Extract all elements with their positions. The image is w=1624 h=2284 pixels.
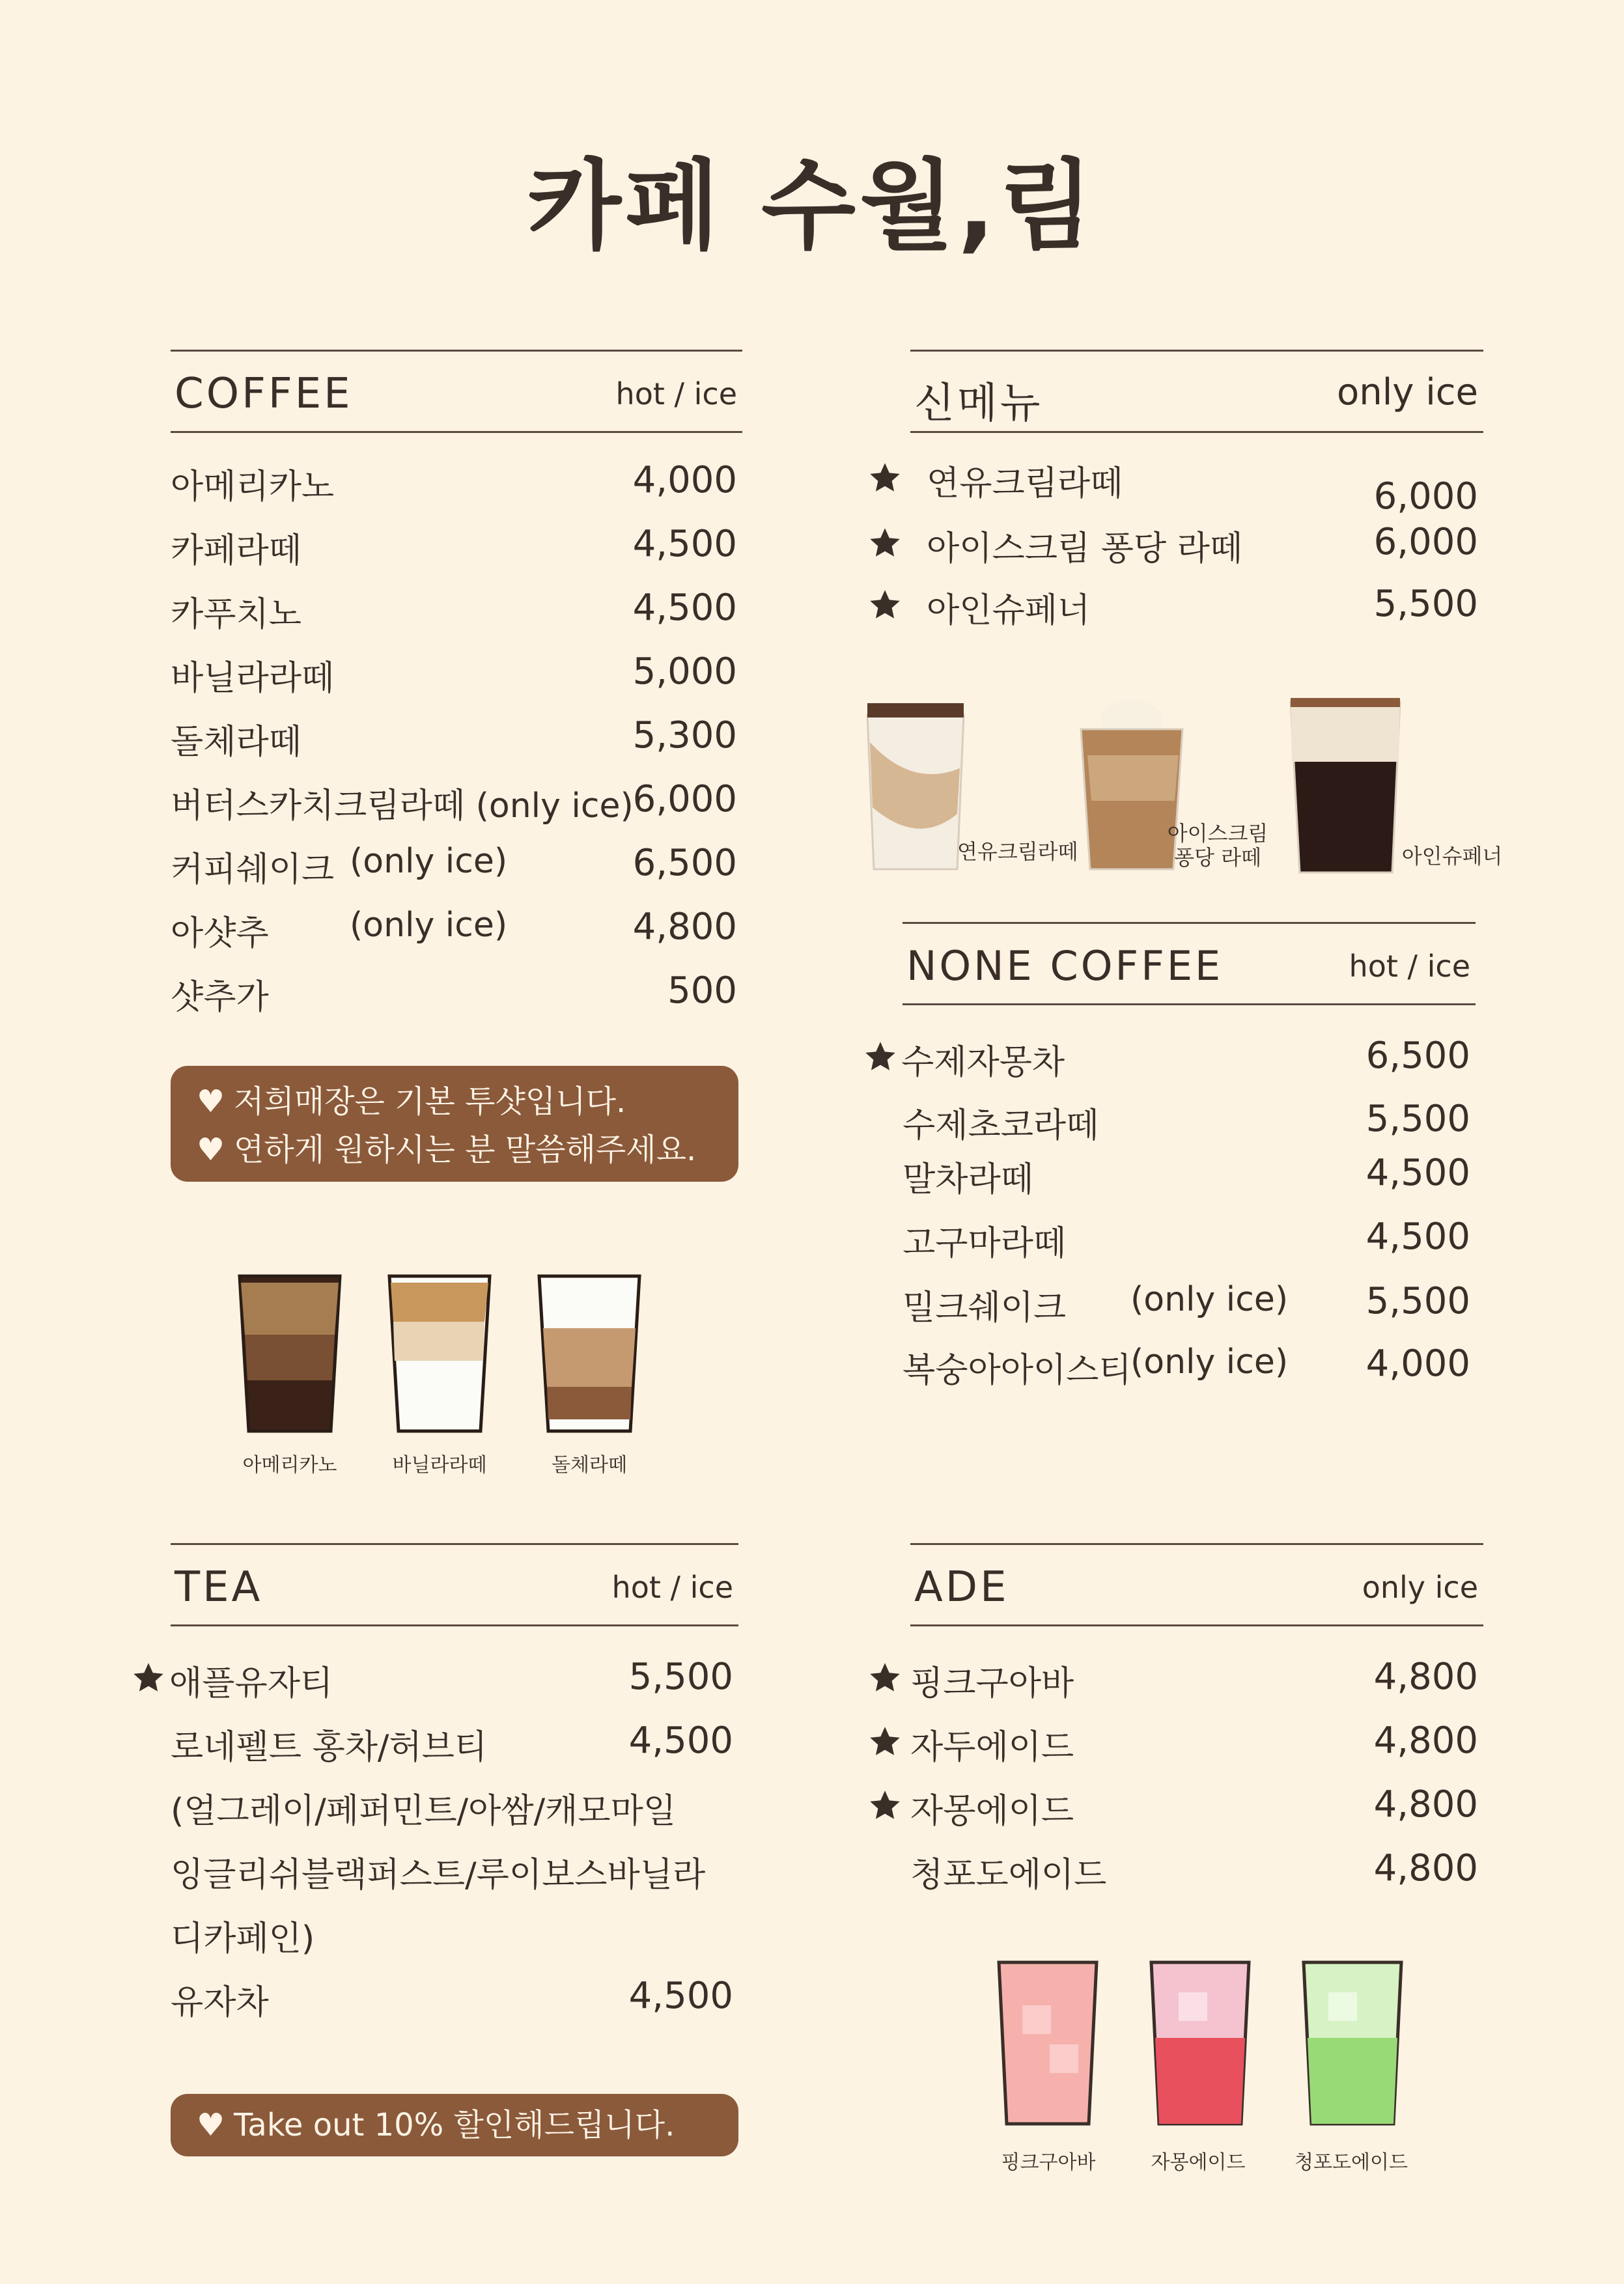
shot-notice: ♥ 저희매장은 기본 투샷입니다. ♥ 연하게 원하시는 분 말씀해주세요. (171, 1066, 738, 1182)
ade-section (910, 1543, 1483, 1895)
menu-item: 카푸치노 4,500 (171, 587, 737, 634)
menu-item: 자두에이드 4,800 (868, 1714, 1483, 1766)
none-coffee-title: NONE COFFEE (906, 942, 1224, 990)
takeout-notice: ♥ Take out 10% 할인해드립니다. (171, 2094, 738, 2156)
americano-glass-icon (240, 1276, 340, 1431)
star-icon (868, 526, 902, 560)
menu-item: 샷추가 500 (171, 969, 737, 1017)
star-icon (132, 1661, 165, 1695)
condensed-milk-latte-photo-icon (867, 703, 964, 869)
menu-item: 아인슈페너 5,500 (868, 578, 1483, 630)
picture-label: 돌체라떼 (552, 1454, 627, 1477)
vanilla-latte-glass-icon (389, 1276, 490, 1431)
menu-item: 말차라떼 4,500 (903, 1152, 1470, 1199)
menu-item: 밀크쉐이크 (only ice) 5,500 (903, 1280, 1470, 1328)
picture-label: 청포도에이드 (1295, 2151, 1408, 2174)
new-menu-temp-note: only ice (1336, 371, 1478, 413)
coffee-header (171, 350, 742, 433)
ade-header (910, 1543, 1483, 1626)
picture-label: 연유크림라떼 (957, 839, 1078, 864)
star-icon (868, 1725, 902, 1759)
menu-item: 아이스크림 퐁당 라떼 6,000 (868, 516, 1483, 568)
menu-item: 유자차 4,500 (171, 1975, 733, 2022)
green-grape-glass-icon (1304, 1962, 1401, 2124)
menu-item: 카페라떼 4,500 (171, 523, 737, 570)
picture-label: 핑크구아바 (1001, 2151, 1096, 2174)
menu-item: 애플유자티 5,500 (132, 1650, 738, 1703)
tea-temp-note: hot / ice (611, 1570, 733, 1605)
menu-item: 고구마라떼 4,500 (903, 1216, 1470, 1263)
none-coffee-header (903, 922, 1476, 1005)
picture-label: 아이스크림 (1167, 821, 1268, 846)
menu-item: 자몽에이드 4,800 (868, 1778, 1483, 1830)
star-icon (868, 461, 902, 495)
heart-icon: ♥ (197, 2107, 225, 2143)
coffee-title: COFFEE (175, 370, 353, 418)
star-icon (868, 1661, 902, 1695)
coffee-glasses-illustration (221, 1257, 664, 1452)
picture-label: 아인슈페너 (1401, 844, 1503, 869)
new-menu-section (910, 350, 1483, 662)
einspanner-photo-icon (1291, 698, 1400, 872)
new-menu-title: 신메뉴 (914, 380, 1043, 428)
ade-glasses-illustration (990, 1953, 1420, 2142)
menu-item: 수제초코라떼 5,500 (903, 1098, 1470, 1145)
tea-section (169, 1543, 738, 2022)
menu-item: 청포도에이드 4,800 (910, 1847, 1478, 1895)
pink-guava-glass-icon (999, 1962, 1097, 2124)
none-coffee-section (903, 922, 1476, 1430)
menu-item: 연유크림라떼 6,000 (868, 451, 1483, 503)
picture-label: 자몽에이드 (1151, 2151, 1246, 2174)
tea-header (171, 1543, 738, 1626)
picture-label: 아메리카노 (242, 1454, 337, 1477)
coffee-section (171, 350, 742, 1017)
star-icon (868, 588, 902, 622)
coffee-temp-note: hot / ice (615, 376, 737, 411)
menu-item: 수제자몽차 6,500 (863, 1029, 1476, 1081)
menu-item: 버터스카치크림라떼 (only ice) 6,000 (171, 778, 737, 826)
picture-label: 퐁당 라떼 (1174, 845, 1261, 870)
ade-title: ADE (914, 1563, 1009, 1611)
star-icon (863, 1040, 897, 1074)
menu-item: 바닐라라떼 5,000 (171, 650, 737, 698)
menu-item: (얼그레이/페퍼민트/아쌈/캐모마일 (171, 1792, 677, 1831)
menu-item: 디카페인) (171, 1919, 315, 1958)
new-menu-header (910, 350, 1483, 433)
menu-item: 커피쉐이크 (only ice) 6,500 (171, 842, 737, 889)
star-icon (868, 1789, 902, 1822)
menu-item: 잉글리쉬블랙퍼스트/루이보스바닐라 (171, 1856, 706, 1895)
heart-icon: ♥ (197, 1083, 225, 1120)
menu-item: 아샷추 (only ice) 4,800 (171, 906, 737, 953)
menu-item: 복숭아아이스티 (only ice) 4,000 (903, 1343, 1470, 1390)
ade-temp-note: only ice (1362, 1570, 1478, 1605)
dolce-latte-glass-icon (539, 1276, 639, 1431)
page-title: 카페 수월,림 (527, 150, 1097, 263)
menu-item: 아메리카노 4,000 (171, 459, 737, 507)
menu-item: 핑크구아바 4,800 (868, 1650, 1483, 1703)
tea-title: TEA (175, 1563, 263, 1611)
grapefruit-glass-icon (1151, 1962, 1249, 2124)
menu-item: 돌체라떼 5,300 (171, 714, 737, 762)
picture-label: 바닐라라떼 (392, 1454, 487, 1477)
heart-icon: ♥ (197, 1132, 225, 1168)
none-coffee-temp-note: hot / ice (1349, 949, 1470, 984)
menu-item: 로네펠트 홍차/허브티 4,500 (171, 1720, 733, 1767)
